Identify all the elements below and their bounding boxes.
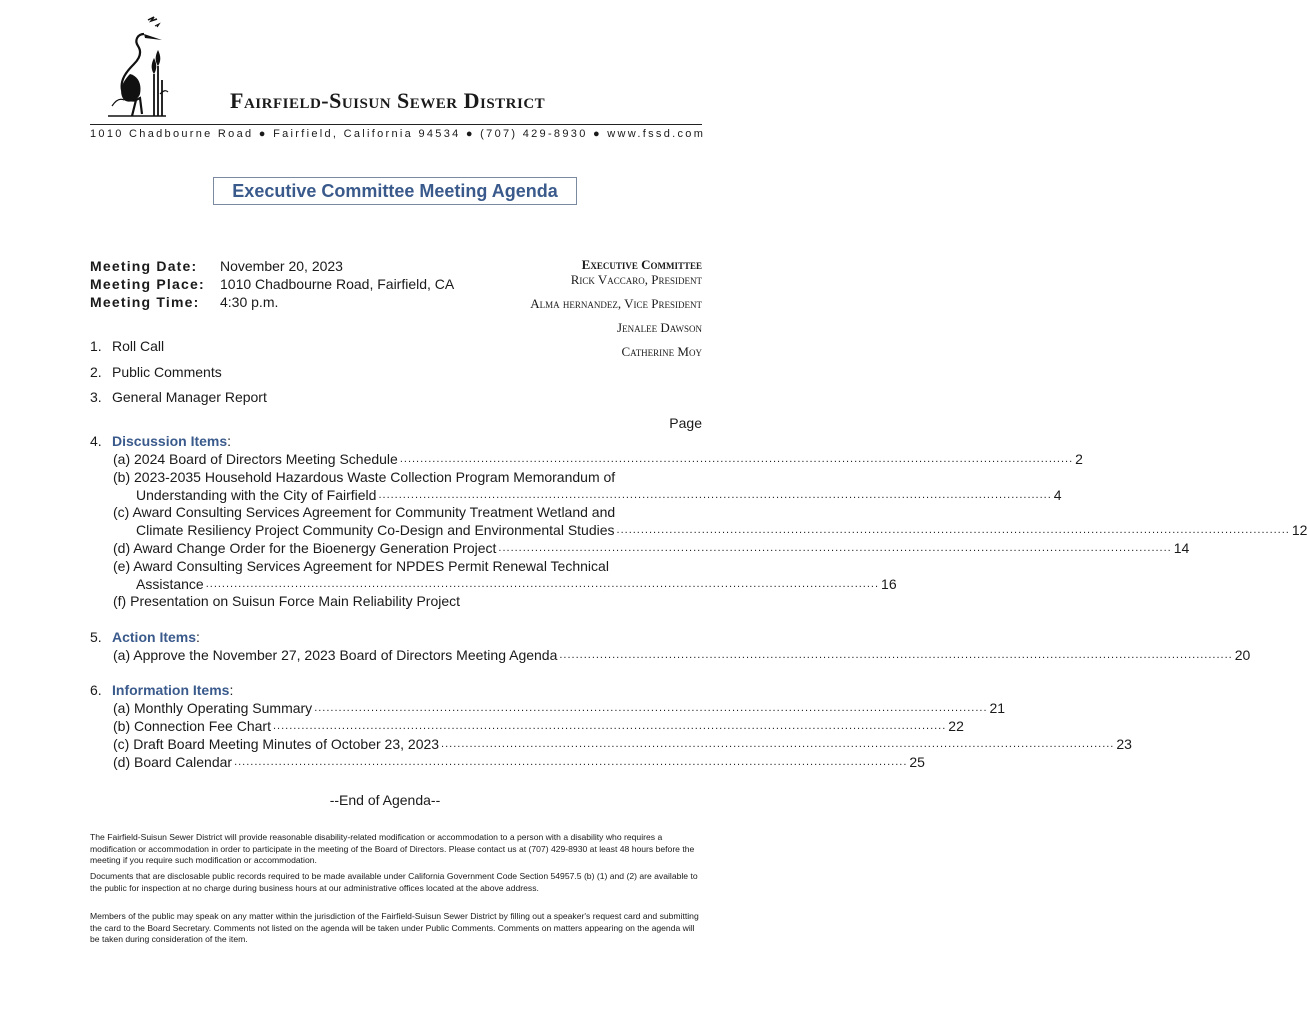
address-line: 1010 Chadbourne Road ● Fairfield, California 94534 ● (707) 429-8930 ● www.fssd.com [90, 128, 706, 140]
agenda-row: (b) 2023-2035 Household Hazardous Waste Collection Program Memorandum of [113, 469, 616, 485]
committee-member: Alma hernandez, Vice President [530, 296, 702, 311]
footer-public-comment-note: Members of the public may speak on any matter within the jurisdiction of the Fairfield-Suisun Sewer District by filling out a speaker's request card and submitting the card to the Board Secretary. Comments not listed on the agenda will be taken under Public Comments. Comments on matters appearing on the agenda will be taken during consideration of the item. [90, 911, 699, 944]
agenda-row: (a) Monthly Operating Summary ...................................................................................................................................................................... 21 [113, 700, 1006, 716]
action-items-heading: 5. Action Items: [90, 629, 200, 645]
agenda-row: (d) Board Calendar ...................................................................................................................................................................... 25 [113, 754, 925, 770]
page-title-box [213, 177, 577, 205]
page-column-header: Page [669, 415, 702, 431]
agenda-row: Assistance ...................................................................................................................................................................... 16 [136, 576, 897, 592]
meeting-place-label: Meeting Place: [90, 276, 205, 292]
agenda-row: (c) Draft Board Meeting Minutes of October 23, 2023 ...................................................................................................................................................................... 23 [113, 736, 1132, 752]
page-title: Executive Committee Meeting Agenda [232, 181, 558, 201]
agenda-row: Climate Resiliency Project Community Co-Design and Environmental Studies ...................................................................................................................................................................... 12 [136, 522, 1307, 538]
agenda-row: (b) Connection Fee Chart ...................................................................................................................................................................... 22 [113, 718, 964, 734]
committee-member: Rick Vaccaro, President [570, 272, 702, 287]
org-name: Fairfield-Suisun Sewer District [230, 88, 546, 113]
meeting-date-label: Meeting Date: [90, 258, 198, 274]
header-rule [90, 124, 702, 125]
agenda-row: (a) Approve the November 27, 2023 Board of Directors Meeting Agenda ...................................................................................................................................................................... 20 [113, 647, 1251, 663]
meeting-place-value: 1010 Chadbourne Road, Fairfield, CA [220, 276, 455, 292]
agenda-row: Understanding with the City of Fairfield ...................................................................................................................................................................... 4 [136, 487, 1062, 503]
agenda-row: (c) Award Consulting Services Agreement for Community Treatment Wetland and [113, 504, 616, 520]
agenda-item-roll-call: 1. Roll Call [90, 338, 165, 354]
information-items-heading: 6. Information Items: [90, 682, 234, 698]
agenda-row: (a) 2024 Board of Directors Meeting Schedule ...................................................................................................................................................................... 2 [113, 451, 1083, 467]
meeting-time-value: 4:30 p.m. [220, 294, 279, 310]
agenda-row: (d) Award Change Order for the Bioenergy Generation Project ...................................................................................................................................................................... 14 [113, 540, 1190, 556]
agenda-item-public-comments: 2. Public Comments [90, 364, 222, 380]
heron-logo-icon [100, 14, 172, 122]
agenda-item-gm-report: 3. General Manager Report [90, 389, 267, 405]
footer-accessibility-note: The Fairfield-Suisun Sewer District will provide reasonable disability-related modification or accommodation to a person with a disability who requires a modification or accommodation in order to participate in the meeting of the Board of Directors. Please contact us at (707) 429-8930 at least 48 hours before the meeting if you require such modification or accommodation. [90, 832, 695, 865]
agenda-row: (f) Presentation on Suisun Force Main Reliability Project [113, 593, 461, 609]
meeting-time-label: Meeting Time: [90, 294, 200, 310]
meeting-date-value: November 20, 2023 [220, 258, 343, 274]
discussion-items-heading: 4. Discussion Items: [90, 433, 232, 449]
committee-heading: Executive Committee [581, 257, 702, 272]
end-of-agenda: --End of Agenda-- [329, 792, 441, 808]
committee-member: Jenalee Dawson [617, 320, 702, 335]
committee-member: Catherine Moy [621, 344, 702, 359]
agenda-row: (e) Award Consulting Services Agreement for NPDES Permit Renewal Technical [113, 558, 609, 574]
footer-public-records-note: Documents that are disclosable public records required to be made available under California Government Code Section 54957.5 (b) (1) and (2) are available to the public for inspection at no charge during business hours at our administrative offices located at the above address. [90, 871, 698, 893]
